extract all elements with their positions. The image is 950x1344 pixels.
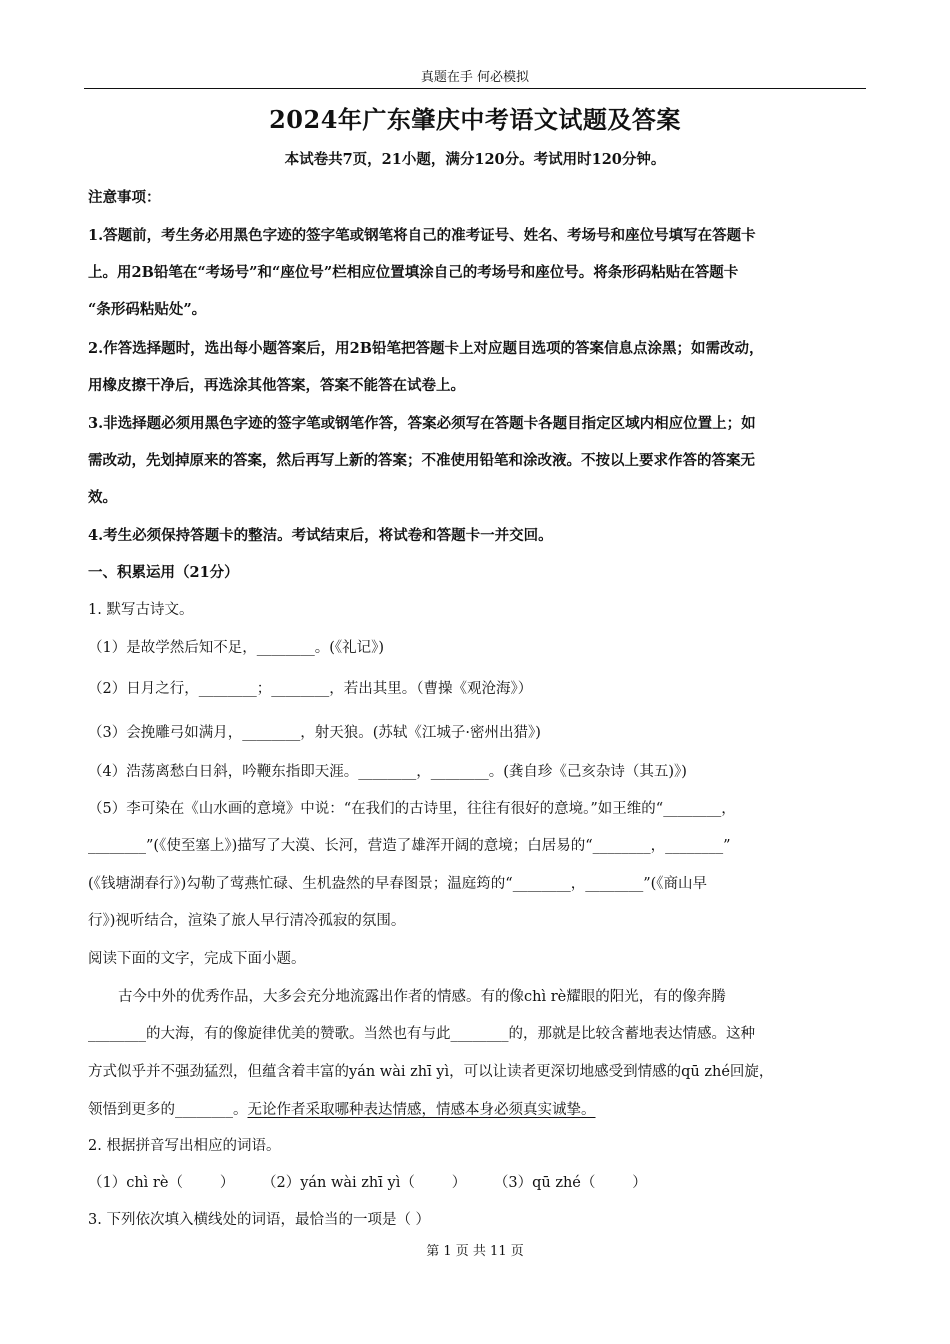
notice-line-9: 4.考生必须保持答题卡的整洁。考试结束后，将试卷和答题卡一并交回。 <box>88 527 553 544</box>
page-header: 真题在手 何必模拟 <box>420 70 530 85</box>
notice-line-8: 效。 <box>88 489 117 506</box>
header-divider <box>84 88 866 89</box>
question-1-item-5-line-4: 行》)视听结合，渲染了旅人早行清冷孤寂的氛围。 <box>88 913 406 929</box>
notice-line-6: 3.非选择题必须用黑色字迹的签字笔或钢笔作答，答案必须写在答题卡各题目指定区域内相应位置上；如 <box>88 415 756 432</box>
question-1-item-2: （2）日月之行，________；________，若出其里。（曹操《观沧海》） <box>88 681 533 697</box>
reading-line-4-text: 领悟到更多的________。 <box>88 1102 248 1118</box>
notice-line-1: 1.答题前，考生务必用黑色字迹的签字笔或钢笔将自己的准考证号、姓名、考场号和座位号填写在答题卡 <box>88 227 756 244</box>
reading-paragraph-line-3: 方式似乎并不强劲猛烈，但蕴含着丰富的yán wài zhī yì，可以让读者更深切地感受到情感的qū zhé回旋， <box>88 1064 774 1080</box>
question-3-stem: 3. 下列依次填入横线处的词语，最恰当的一项是（ ） <box>88 1212 431 1228</box>
question-1-item-3: （3）会挽雕弓如满月，________，射天狼。(苏轼《江城子·密州出猎》) <box>88 725 541 741</box>
reading-intro: 阅读下面的文字，完成下面小题。 <box>88 951 306 967</box>
notice-line-2: 上。用2B铅笔在“考场号”和“座位号”栏相应位置填涂自己的考场号和座位号。将条形码粘贴在答题卡 <box>88 264 739 281</box>
question-2-stem: 2. 根据拼音写出相应的词语。 <box>88 1138 281 1154</box>
notice-line-5: 用橡皮擦干净后，再选涂其他答案，答案不能答在试卷上。 <box>88 377 465 394</box>
question-1-item-5-line-3: (《钱塘湖春行》)勾勒了莺燕忙碌、生机盎然的早春图景；温庭筠的“________，________”(《商山早 <box>88 876 708 892</box>
question-1-item-1: （1）是故学然后知不足，________。(《礼记》) <box>88 640 385 656</box>
reading-paragraph-line-1: 古今中外的优秀作品，大多会充分地流露出作者的情感。有的像chì rè耀眼的阳光，有的像奔腾 <box>118 989 726 1005</box>
question-1-stem: 1. 默写古诗文。 <box>88 602 194 618</box>
question-1-item-5-line-1: （5）李可染在《山水画的意境》中说：“在我们的古诗里，往往有很好的意境。”如王维的“________， <box>88 801 736 817</box>
question-1-item-4: （4）浩荡离愁白日斜，吟鞭东指即天涯。________，________。(龚自珍《己亥杂诗（其五)》) <box>88 764 687 780</box>
reading-paragraph-line-4 <box>88 1098 596 1119</box>
question-2-options: （1）chì rè（ ） （2）yán wài zhī yì（ ） （3）qū zhé（ ） <box>88 1175 647 1191</box>
notice-line-4: 2.作答选择题时，选出每小题答案后，用2B铅笔把答题卡上对应题目选项的答案信息点涂黑；如需改动， <box>88 340 764 357</box>
notice-line-3: “条形码粘贴处”。 <box>88 301 207 318</box>
exam-title: 2024年广东肇庆中考语文试题及答案 <box>269 105 681 134</box>
exam-subtitle: 本试卷共7页，21小题，满分120分。考试用时120分钟。 <box>284 151 666 168</box>
page-footer: 第 1 页 共 11 页 <box>426 1244 524 1259</box>
notice-line-7: 需改动，先划掉原来的答案，然后再写上新的答案；不准使用铅笔和涂改液。不按以上要求作答的答案无 <box>88 452 755 469</box>
reading-paragraph-line-2: ________的大海，有的像旋律优美的赞歌。当然也有与此________的，那就是比较含蓄地表达情感。这种 <box>88 1026 755 1042</box>
underlined-sentence: 无论作者采取哪种表达情感，情感本身必须真实诚挚。 <box>247 1102 596 1118</box>
notice-heading: 注意事项： <box>88 189 161 206</box>
section-heading: 一、积累运用（21分） <box>88 564 239 581</box>
question-1-item-5-line-2: ________”(《使至塞上》)描写了大漠、长河，营造了雄浑开阔的意境；白居易的“________，________” <box>88 838 731 854</box>
